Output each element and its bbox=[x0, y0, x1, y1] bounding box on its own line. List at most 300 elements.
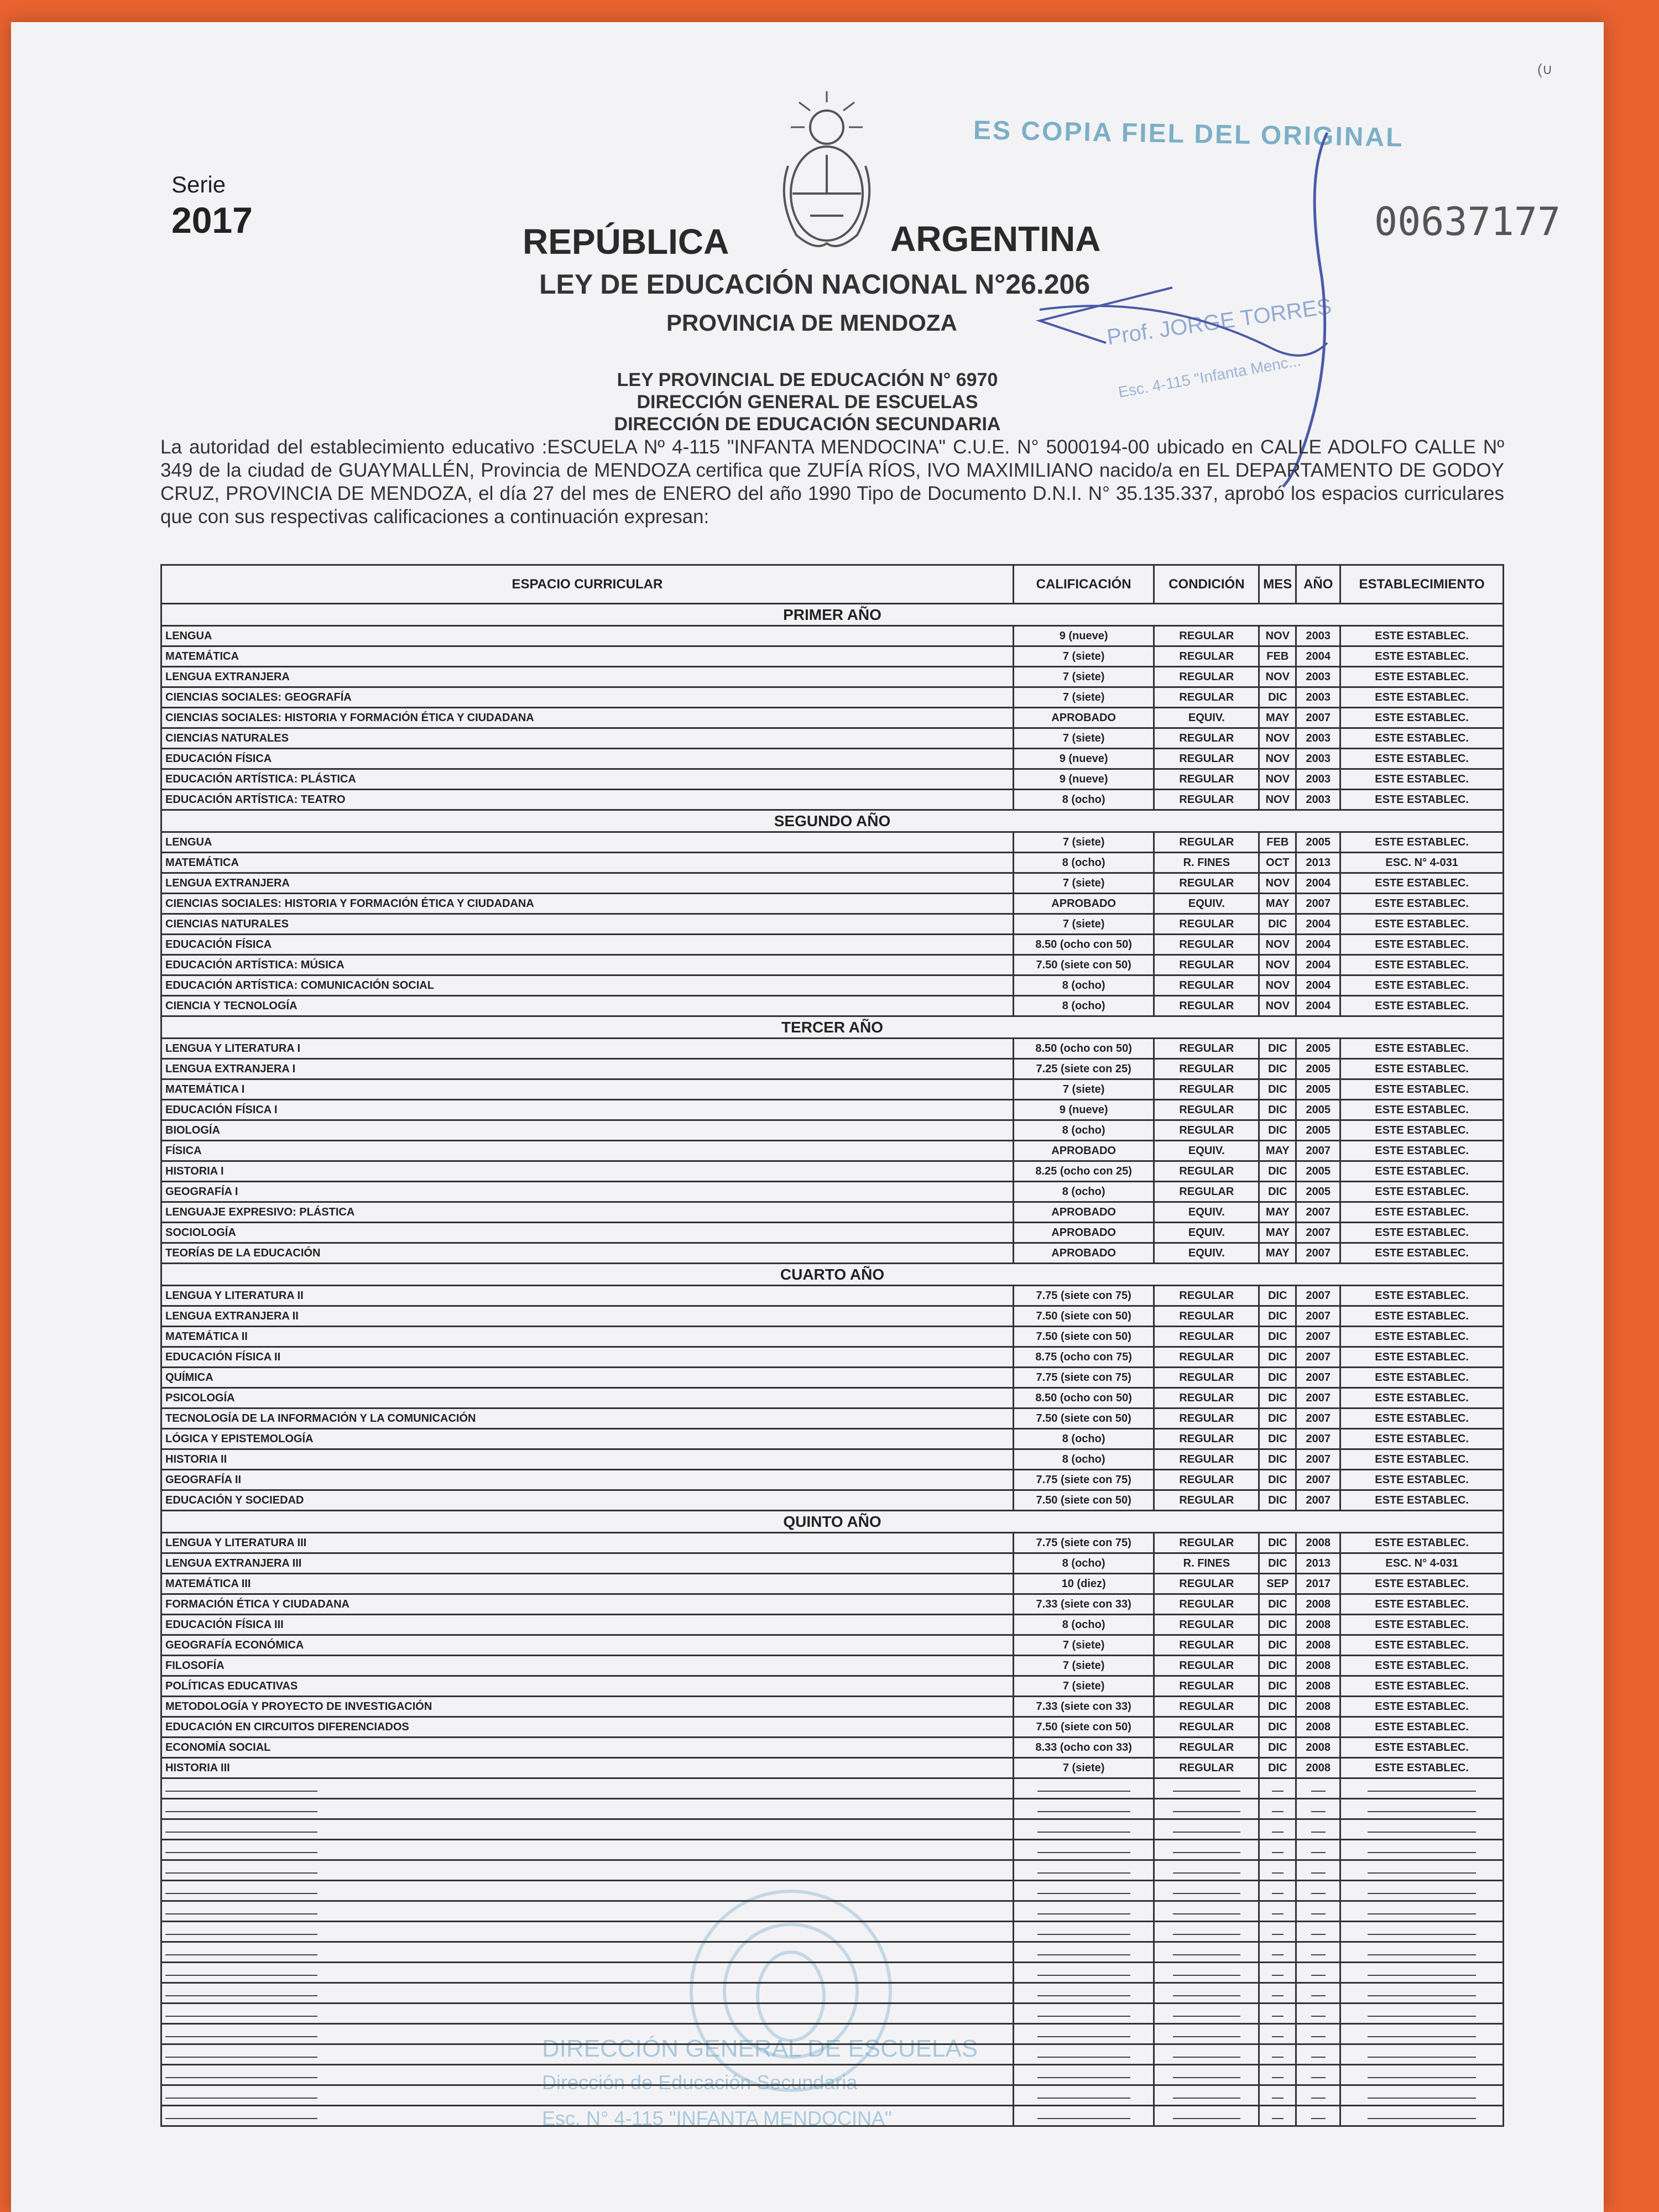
blank-cell bbox=[1296, 1840, 1340, 1860]
subject-cell: MATEMÁTICA II bbox=[161, 1327, 1014, 1347]
blank-line bbox=[1037, 1913, 1130, 1914]
table-row bbox=[161, 955, 1504, 975]
header-ano: AÑO bbox=[1296, 565, 1340, 604]
blank-line bbox=[1037, 2016, 1130, 2017]
grade-cell: 7 (siete) bbox=[1013, 873, 1154, 894]
table-row bbox=[161, 1141, 1504, 1161]
condition-cell: REGULAR bbox=[1154, 996, 1259, 1016]
blank-line bbox=[1037, 1934, 1130, 1935]
grades-table bbox=[160, 564, 1504, 2127]
grade-cell: 7.75 (siete con 75) bbox=[1013, 1286, 1154, 1306]
blank-cell bbox=[1013, 2085, 1154, 2106]
month-cell: DIC bbox=[1259, 1615, 1296, 1635]
month-cell: NOV bbox=[1259, 996, 1296, 1016]
blank-line bbox=[1272, 2077, 1284, 2078]
blank-cell bbox=[1296, 1799, 1340, 1819]
condition-cell: EQUIV. bbox=[1154, 1243, 1259, 1264]
month-cell: DIC bbox=[1259, 1717, 1296, 1738]
blank-cell bbox=[1259, 1819, 1296, 1840]
year-cell: 2007 bbox=[1296, 1449, 1340, 1470]
school-cell: ESTE ESTABLEC. bbox=[1340, 1656, 1504, 1676]
month-cell: DIC bbox=[1259, 1738, 1296, 1758]
condition-cell: REGULAR bbox=[1154, 1676, 1259, 1697]
condition-cell: REGULAR bbox=[1154, 1100, 1259, 1120]
blank-row bbox=[161, 2004, 1504, 2024]
subject-cell: EDUCACIÓN Y SOCIEDAD bbox=[161, 1490, 1014, 1511]
blank-line bbox=[1272, 1934, 1284, 1935]
blank-row bbox=[161, 1881, 1504, 1901]
blank-line bbox=[1037, 1832, 1130, 1833]
table-row bbox=[161, 1594, 1504, 1615]
school-cell: ESTE ESTABLEC. bbox=[1340, 1079, 1504, 1100]
blank-line bbox=[165, 1934, 317, 1935]
blank-cell bbox=[161, 2004, 1014, 2024]
year-cell: 2007 bbox=[1296, 1408, 1340, 1429]
table-row bbox=[161, 1615, 1504, 1635]
condition-cell: REGULAR bbox=[1154, 1470, 1259, 1490]
condition-cell: REGULAR bbox=[1154, 1656, 1259, 1676]
blank-line bbox=[1173, 1954, 1240, 1955]
grade-cell: APROBADO bbox=[1013, 1141, 1154, 1161]
blank-line bbox=[1173, 1852, 1240, 1853]
blank-row bbox=[161, 1860, 1504, 1881]
grade-cell: APROBADO bbox=[1013, 1243, 1154, 1264]
condition-cell: REGULAR bbox=[1154, 1161, 1259, 1182]
year-cell: 2008 bbox=[1296, 1676, 1340, 1697]
month-cell: DIC bbox=[1259, 1697, 1296, 1717]
blank-cell bbox=[1259, 2024, 1296, 2044]
blank-row bbox=[161, 1922, 1504, 1942]
school-cell: ESC. N° 4-031 bbox=[1340, 1553, 1504, 1574]
grade-cell: 9 (nueve) bbox=[1013, 626, 1154, 646]
table-row bbox=[161, 1408, 1504, 1429]
blank-cell bbox=[1296, 1942, 1340, 1963]
school-cell: ESTE ESTABLEC. bbox=[1340, 914, 1504, 935]
ley-nacional: LEY DE EDUCACIÓN NACIONAL N°26.206 bbox=[539, 269, 1091, 300]
blank-row bbox=[161, 2024, 1504, 2044]
grade-cell: 7 (siete) bbox=[1013, 914, 1154, 935]
subject-cell: EDUCACIÓN EN CIRCUITOS DIFERENCIADOS bbox=[161, 1717, 1014, 1738]
blank-cell bbox=[1340, 1901, 1504, 1922]
year-heading-row bbox=[161, 1264, 1504, 1286]
month-cell: NOV bbox=[1259, 935, 1296, 955]
table-row bbox=[161, 1388, 1504, 1408]
table-row bbox=[161, 1368, 1504, 1388]
school-cell: ESTE ESTABLEC. bbox=[1340, 1182, 1504, 1202]
subject-cell: LENGUA EXTRANJERA II bbox=[161, 1306, 1014, 1327]
blank-line bbox=[1272, 2057, 1284, 2058]
condition-cell: REGULAR bbox=[1154, 1388, 1259, 1408]
condition-cell: EQUIV. bbox=[1154, 1223, 1259, 1243]
condition-cell: REGULAR bbox=[1154, 975, 1259, 996]
blank-line bbox=[1368, 1791, 1476, 1792]
month-cell: DIC bbox=[1259, 914, 1296, 935]
blank-line bbox=[1368, 2036, 1476, 2037]
blank-cell bbox=[1013, 2044, 1154, 2065]
blank-line bbox=[1037, 2077, 1130, 2078]
blank-cell bbox=[1154, 1881, 1259, 1901]
subject-cell: CIENCIAS SOCIALES: HISTORIA Y FORMACIÓN ÉTICA Y CIUDADANA bbox=[161, 894, 1014, 914]
blank-cell bbox=[161, 1819, 1014, 1840]
blank-line bbox=[165, 1954, 317, 1955]
blank-cell bbox=[1259, 1881, 1296, 1901]
month-cell: DIC bbox=[1259, 1286, 1296, 1306]
year-cell: 2007 bbox=[1296, 1327, 1340, 1347]
grade-cell: 7.50 (siete con 50) bbox=[1013, 955, 1154, 975]
year-heading-row bbox=[161, 1016, 1504, 1039]
blank-cell bbox=[1154, 1963, 1259, 1983]
year-cell: 2003 bbox=[1296, 626, 1340, 646]
condition-cell: REGULAR bbox=[1154, 728, 1259, 749]
subject-cell: CIENCIAS NATURALES bbox=[161, 728, 1014, 749]
serie-label: Serie bbox=[171, 171, 226, 197]
subject-cell: LENGUA EXTRANJERA bbox=[161, 873, 1014, 894]
school-cell: ESTE ESTABLEC. bbox=[1340, 646, 1504, 667]
blank-cell bbox=[161, 1778, 1014, 1799]
month-cell: DIC bbox=[1259, 1470, 1296, 1490]
blank-line bbox=[1311, 2016, 1326, 2017]
blank-line bbox=[165, 1995, 317, 1996]
blank-line bbox=[1311, 1872, 1326, 1874]
table-row bbox=[161, 1243, 1504, 1264]
blank-cell bbox=[1154, 1922, 1259, 1942]
subject-cell: ECONOMÍA SOCIAL bbox=[161, 1738, 1014, 1758]
year-cell: 2004 bbox=[1296, 914, 1340, 935]
grade-cell: 8 (ocho) bbox=[1013, 1182, 1154, 1202]
blank-cell bbox=[161, 2024, 1014, 2044]
grade-cell: 7.33 (siete con 33) bbox=[1013, 1697, 1154, 1717]
month-cell: DIC bbox=[1259, 1758, 1296, 1778]
blank-line bbox=[1311, 2118, 1326, 2119]
year-cell: 2004 bbox=[1296, 975, 1340, 996]
subject-cell: GEOGRAFÍA II bbox=[161, 1470, 1014, 1490]
subject-cell: LENGUA bbox=[161, 832, 1014, 853]
year-cell: 2004 bbox=[1296, 935, 1340, 955]
grade-cell: APROBADO bbox=[1013, 1223, 1154, 1243]
blank-cell bbox=[1013, 2004, 1154, 2024]
blank-line bbox=[1037, 1893, 1130, 1894]
year-cell: 2004 bbox=[1296, 996, 1340, 1016]
blank-line bbox=[1368, 1811, 1476, 1812]
month-cell: DIC bbox=[1259, 1347, 1296, 1368]
blank-cell bbox=[1013, 1963, 1154, 1983]
year-cell: 2008 bbox=[1296, 1758, 1340, 1778]
blank-line bbox=[1037, 1872, 1130, 1874]
blank-line bbox=[1272, 1832, 1284, 1833]
school-cell: ESTE ESTABLEC. bbox=[1340, 769, 1504, 790]
blank-cell bbox=[1340, 1963, 1504, 1983]
header-establecimiento: ESTABLECIMIENTO bbox=[1340, 565, 1504, 604]
blank-cell bbox=[1259, 1840, 1296, 1860]
table-row bbox=[161, 749, 1504, 769]
year-cell: 2007 bbox=[1296, 1347, 1340, 1368]
blank-cell bbox=[1259, 2004, 1296, 2024]
grade-cell: 8.33 (ocho con 33) bbox=[1013, 1738, 1154, 1758]
year-cell: 2007 bbox=[1296, 1286, 1340, 1306]
table-row bbox=[161, 832, 1504, 853]
subject-cell: LÓGICA Y EPISTEMOLOGÍA bbox=[161, 1429, 1014, 1449]
grade-cell: 7.33 (siete con 33) bbox=[1013, 1594, 1154, 1615]
month-cell: FEB bbox=[1259, 832, 1296, 853]
blank-row bbox=[161, 1983, 1504, 2004]
blank-cell bbox=[161, 1963, 1014, 1983]
subject-cell: FÍSICA bbox=[161, 1141, 1014, 1161]
blank-line bbox=[1173, 1811, 1240, 1812]
school-cell: ESTE ESTABLEC. bbox=[1340, 1243, 1504, 1264]
table-row bbox=[161, 1697, 1504, 1717]
month-cell: NOV bbox=[1259, 790, 1296, 810]
blank-cell bbox=[1259, 1901, 1296, 1922]
year-cell: 2005 bbox=[1296, 1161, 1340, 1182]
blank-row bbox=[161, 2085, 1504, 2106]
grade-cell: 10 (diez) bbox=[1013, 1574, 1154, 1594]
blank-line bbox=[1037, 1995, 1130, 1996]
table-row bbox=[161, 853, 1504, 873]
subject-cell: FILOSOFÍA bbox=[161, 1656, 1014, 1676]
subject-cell: LENGUA bbox=[161, 626, 1014, 646]
blank-line bbox=[165, 2016, 317, 2017]
blank-cell bbox=[1154, 1942, 1259, 1963]
blank-line bbox=[165, 1872, 317, 1874]
blank-line bbox=[1311, 1893, 1326, 1894]
school-cell: ESTE ESTABLEC. bbox=[1340, 1717, 1504, 1738]
month-cell: DIC bbox=[1259, 1120, 1296, 1141]
condition-cell: REGULAR bbox=[1154, 1327, 1259, 1347]
month-cell: DIC bbox=[1259, 1429, 1296, 1449]
month-cell: SEP bbox=[1259, 1574, 1296, 1594]
grade-cell: 7.50 (siete con 50) bbox=[1013, 1490, 1154, 1511]
blank-cell bbox=[1013, 2106, 1154, 2126]
school-cell: ESTE ESTABLEC. bbox=[1340, 728, 1504, 749]
blank-cell bbox=[1259, 2065, 1296, 2085]
header-espacio: ESPACIO CURRICULAR bbox=[161, 565, 1014, 604]
blank-cell bbox=[161, 2044, 1014, 2065]
school-cell: ESTE ESTABLEC. bbox=[1340, 975, 1504, 996]
month-cell: NOV bbox=[1259, 749, 1296, 769]
grade-cell: 7 (siete) bbox=[1013, 1758, 1154, 1778]
subject-cell: GEOGRAFÍA ECONÓMICA bbox=[161, 1635, 1014, 1656]
blank-cell bbox=[1259, 1983, 1296, 2004]
condition-cell: REGULAR bbox=[1154, 1594, 1259, 1615]
blank-line bbox=[1368, 1893, 1476, 1894]
blank-line bbox=[1311, 2036, 1326, 2037]
blank-row bbox=[161, 2044, 1504, 2065]
grade-cell: 7 (siete) bbox=[1013, 687, 1154, 708]
condition-cell: REGULAR bbox=[1154, 790, 1259, 810]
blank-line bbox=[1311, 1791, 1326, 1792]
year-cell: 2013 bbox=[1296, 853, 1340, 873]
grade-cell: 7 (siete) bbox=[1013, 1635, 1154, 1656]
blank-cell bbox=[1154, 1901, 1259, 1922]
blank-cell bbox=[1259, 1942, 1296, 1963]
table-row bbox=[161, 1286, 1504, 1306]
blank-cell bbox=[1259, 2044, 1296, 2065]
table-row bbox=[161, 1553, 1504, 1574]
blank-row bbox=[161, 1819, 1504, 1840]
year-cell: 2007 bbox=[1296, 1141, 1340, 1161]
year-cell: 2007 bbox=[1296, 1490, 1340, 1511]
month-cell: MAY bbox=[1259, 1202, 1296, 1223]
blank-line bbox=[1311, 1832, 1326, 1833]
subject-cell: POLÍTICAS EDUCATIVAS bbox=[161, 1676, 1014, 1697]
blank-cell bbox=[1340, 1942, 1504, 1963]
month-cell: MAY bbox=[1259, 1141, 1296, 1161]
year-cell: 2008 bbox=[1296, 1635, 1340, 1656]
year-cell: 2004 bbox=[1296, 873, 1340, 894]
condition-cell: REGULAR bbox=[1154, 1368, 1259, 1388]
year-cell: 2007 bbox=[1296, 1470, 1340, 1490]
condition-cell: EQUIV. bbox=[1154, 1141, 1259, 1161]
blank-line bbox=[1368, 2016, 1476, 2017]
grade-cell: 7.50 (siete con 50) bbox=[1013, 1408, 1154, 1429]
blank-line bbox=[1173, 2118, 1240, 2119]
year-title: PRIMER AÑO bbox=[161, 604, 1504, 626]
month-cell: DIC bbox=[1259, 687, 1296, 708]
blank-line bbox=[1037, 2036, 1130, 2037]
condition-cell: REGULAR bbox=[1154, 1738, 1259, 1758]
month-cell: DIC bbox=[1259, 1079, 1296, 1100]
watermark-school: Esc. N° 4-115 "INFANTA MENDOCINA" bbox=[542, 2107, 892, 2130]
grade-cell: 8.50 (ocho con 50) bbox=[1013, 1388, 1154, 1408]
table-row bbox=[161, 1182, 1504, 1202]
blank-line bbox=[1173, 2057, 1240, 2058]
table-row bbox=[161, 975, 1504, 996]
blank-line bbox=[165, 1852, 317, 1853]
subject-cell: HISTORIA III bbox=[161, 1758, 1014, 1778]
grade-cell: 7 (siete) bbox=[1013, 1079, 1154, 1100]
blank-line bbox=[1037, 1811, 1130, 1812]
year-cell: 2003 bbox=[1296, 667, 1340, 687]
title-republica: REPÚBLICA bbox=[523, 222, 729, 262]
subject-cell: EDUCACIÓN FÍSICA III bbox=[161, 1615, 1014, 1635]
condition-cell: EQUIV. bbox=[1154, 1202, 1259, 1223]
blank-line bbox=[1272, 2098, 1284, 2099]
subject-cell: CIENCIA Y TECNOLOGÍA bbox=[161, 996, 1014, 1016]
subject-cell: EDUCACIÓN FÍSICA bbox=[161, 935, 1014, 955]
serial-number: 00637177 bbox=[1374, 199, 1561, 244]
condition-cell: REGULAR bbox=[1154, 1408, 1259, 1429]
school-cell: ESTE ESTABLEC. bbox=[1340, 1306, 1504, 1327]
month-cell: NOV bbox=[1259, 728, 1296, 749]
blank-line bbox=[1311, 2098, 1326, 2099]
table-row bbox=[161, 1635, 1504, 1656]
blank-line bbox=[1272, 2036, 1284, 2037]
grade-cell: 8 (ocho) bbox=[1013, 1429, 1154, 1449]
year-title: TERCER AÑO bbox=[161, 1016, 1504, 1039]
blank-cell bbox=[1013, 1881, 1154, 1901]
table-row bbox=[161, 1470, 1504, 1490]
blank-row bbox=[161, 1840, 1504, 1860]
blank-line bbox=[1173, 1975, 1240, 1976]
blank-line bbox=[1368, 1913, 1476, 1914]
blank-cell bbox=[161, 1860, 1014, 1881]
table-row bbox=[161, 769, 1504, 790]
month-cell: NOV bbox=[1259, 955, 1296, 975]
subject-cell: TECNOLOGÍA DE LA INFORMACIÓN Y LA COMUNICACIÓN bbox=[161, 1408, 1014, 1429]
blank-line bbox=[165, 2057, 317, 2058]
blank-line bbox=[1037, 1791, 1130, 1792]
blank-cell bbox=[161, 1942, 1014, 1963]
blank-line bbox=[1272, 1913, 1284, 1914]
blank-line bbox=[1272, 2118, 1284, 2119]
blank-cell bbox=[1296, 2085, 1340, 2106]
blank-cell bbox=[161, 1881, 1014, 1901]
blank-row bbox=[161, 1901, 1504, 1922]
year-cell: 2007 bbox=[1296, 1202, 1340, 1223]
school-cell: ESTE ESTABLEC. bbox=[1340, 1327, 1504, 1347]
school-cell: ESTE ESTABLEC. bbox=[1340, 1635, 1504, 1656]
month-cell: NOV bbox=[1259, 975, 1296, 996]
month-cell: MAY bbox=[1259, 1243, 1296, 1264]
blank-cell bbox=[1013, 1840, 1154, 1860]
year-title: CUARTO AÑO bbox=[161, 1264, 1504, 1286]
school-cell: ESTE ESTABLEC. bbox=[1340, 749, 1504, 769]
table-row bbox=[161, 1717, 1504, 1738]
school-cell: ESTE ESTABLEC. bbox=[1340, 1408, 1504, 1429]
condition-cell: REGULAR bbox=[1154, 1039, 1259, 1059]
blank-line bbox=[165, 2077, 317, 2078]
blank-cell bbox=[1340, 1799, 1504, 1819]
table-row bbox=[161, 1161, 1504, 1182]
blank-row bbox=[161, 1778, 1504, 1799]
header-condicion: CONDICIÓN bbox=[1154, 565, 1259, 604]
year-cell: 2008 bbox=[1296, 1717, 1340, 1738]
blank-cell bbox=[161, 2065, 1014, 2085]
blank-cell bbox=[161, 1799, 1014, 1819]
condition-cell: REGULAR bbox=[1154, 667, 1259, 687]
blank-cell bbox=[1259, 2085, 1296, 2106]
blank-cell bbox=[1154, 1819, 1259, 1840]
table-row bbox=[161, 1490, 1504, 1511]
subject-cell: EDUCACIÓN FÍSICA bbox=[161, 749, 1014, 769]
grade-cell: 7.50 (siete con 50) bbox=[1013, 1327, 1154, 1347]
blank-cell bbox=[1296, 1922, 1340, 1942]
blank-cell bbox=[1259, 1778, 1296, 1799]
subject-cell: LENGUA Y LITERATURA I bbox=[161, 1039, 1014, 1059]
subject-cell: LENGUAJE EXPRESIVO: PLÁSTICA bbox=[161, 1202, 1014, 1223]
condition-cell: REGULAR bbox=[1154, 749, 1259, 769]
school-cell: ESTE ESTABLEC. bbox=[1340, 1490, 1504, 1511]
condition-cell: EQUIV. bbox=[1154, 894, 1259, 914]
blank-cell bbox=[1296, 1881, 1340, 1901]
month-cell: DIC bbox=[1259, 1656, 1296, 1676]
subject-cell: FORMACIÓN ÉTICA Y CIUDADANA bbox=[161, 1594, 1014, 1615]
condition-cell: REGULAR bbox=[1154, 1490, 1259, 1511]
school-cell: ESTE ESTABLEC. bbox=[1340, 1470, 1504, 1490]
blank-cell bbox=[1154, 2024, 1259, 2044]
blank-line bbox=[1173, 1995, 1240, 1996]
subject-cell: EDUCACIÓN ARTÍSTICA: TEATRO bbox=[161, 790, 1014, 810]
blank-cell bbox=[1259, 1860, 1296, 1881]
grade-cell: 8 (ocho) bbox=[1013, 1120, 1154, 1141]
year-cell: 2003 bbox=[1296, 769, 1340, 790]
blank-cell bbox=[1340, 2085, 1504, 2106]
blank-line bbox=[1368, 1852, 1476, 1853]
year-cell: 2013 bbox=[1296, 1553, 1340, 1574]
blank-cell bbox=[161, 1840, 1014, 1860]
subject-cell: EDUCACIÓN ARTÍSTICA: COMUNICACIÓN SOCIAL bbox=[161, 975, 1014, 996]
certificate-page bbox=[11, 22, 1604, 2212]
subject-cell: EDUCACIÓN ARTÍSTICA: MÚSICA bbox=[161, 955, 1014, 975]
blank-line bbox=[1368, 2118, 1476, 2119]
year-cell: 2005 bbox=[1296, 1059, 1340, 1079]
blank-row bbox=[161, 2106, 1504, 2126]
year-cell: 2007 bbox=[1296, 1306, 1340, 1327]
month-cell: DIC bbox=[1259, 1408, 1296, 1429]
school-cell: ESC. N° 4-031 bbox=[1340, 853, 1504, 873]
grade-cell: 9 (nueve) bbox=[1013, 769, 1154, 790]
year-heading-row bbox=[161, 1511, 1504, 1533]
